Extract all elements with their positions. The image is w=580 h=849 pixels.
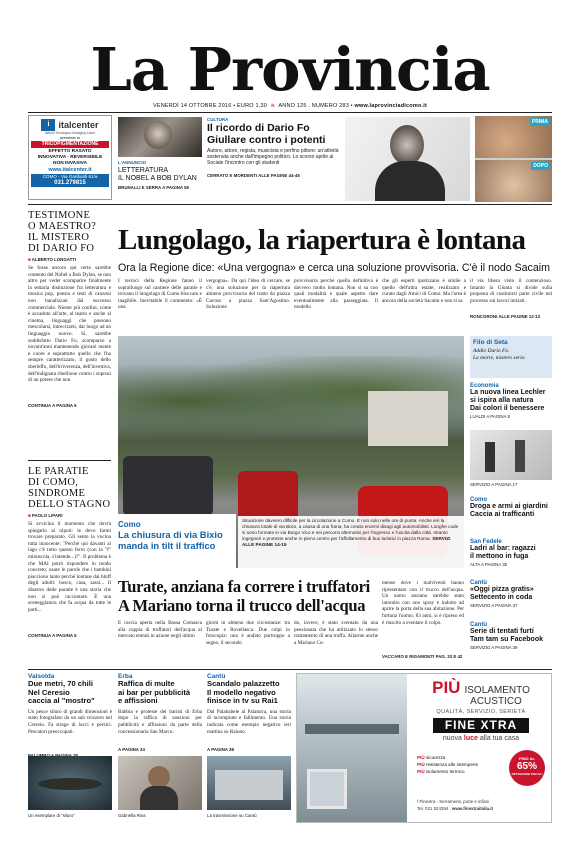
ad-benefit-3: [417, 768, 497, 775]
ad-after-label: DOPO: [533, 163, 548, 169]
opinion2-author-name: PAOLO LIPARI: [31, 513, 63, 518]
teaser-byline: BRUNALLI E SERRA A PAGINA 55: [118, 185, 189, 190]
bottom3-body: Dal Palababele al Palaturra, una storia di incompiute e fallimento. Una storia indicata come esempio negativo ieri mattina su Raiuno.: [207, 708, 291, 735]
photo-caption-head[interactable]: [118, 520, 236, 551]
ad-footer-1: [417, 798, 549, 805]
bottom1-body: Un pesce siluro di grandi dimensioni è stato fotografato da un sub svizzero nel Ceresio. Fa strage di lucci e persici. Pescatori preoccupati.: [28, 708, 112, 735]
photo-fo: [345, 117, 470, 201]
ad-discount-badge: [509, 750, 545, 786]
figure-shape: [140, 786, 178, 810]
main-col1: I tecnici della Regione fanno il sopralluogo sul cantiere delle paratie e trovano il lungolago di Como bloccato e inagibile. Inevitabile il commento: «È una: [118, 278, 202, 311]
ad-address: COMO - Via Garibaldi 61/a: [31, 174, 109, 180]
car-shape: [238, 471, 298, 521]
main-subtitle: Ora la Regione dice: «Una vergogna» e cerca una soluzione provvisoria. C'è il nodo Sacaim: [118, 262, 550, 274]
person-shape: [485, 442, 495, 472]
ad-benefit-2: [417, 761, 497, 768]
cantu2-title: Serie di tentati furti Tam tam su Facebook: [470, 628, 544, 643]
ad-finextra-text: [412, 679, 550, 742]
ad-phone-text: Tel. 031 524394: [417, 806, 449, 811]
opinion-body: Se fosse ancora qui certo sarebbe contento del Nobel a Bob Dylan, se non altro per veder scomparire finalmente la settaria distinzione fra letteratura e musica pop, poesia e testi di canzoni non banalizzati dal successo commerciale. Niente più confini, come è accaduto all'arte, al teatro e anche al cinema, linguaggi che possono mescolarsi, intrecciarsi, dar luogo ad un linguaggio nuovo. Sì, sarebbe soddisfatto Dario Fo, scomparso a novant'anni mantenendo giovani mente e cuore e soprattutto quello che l'ha sempre caratterizzato, il gusto dello sberleffo, dell'irriverenza, dell'invettiva, dell'indignata ribellione contro i soprusi di un potere che non: [28, 265, 111, 384]
ad-isolamento: ISOLAMENTO: [464, 685, 530, 696]
main-col3: provvisoria perché quella definitiva è davvero molto lontana. Non si sa con quali modalità e quale aspetto dare eventualmente alla passeggiata. Il modello: [294, 278, 378, 311]
opinion-title: TESTIMONE O MAESTRO? IL MISTERO DI DARIO FO: [28, 210, 97, 254]
ad-qualita: QUALITÀ, SERVIZIO, SERIETÀ: [436, 709, 526, 715]
ad-brand-logo: FINE XTRA: [433, 718, 529, 733]
ad-benefit-1: [417, 754, 497, 761]
ad-photo-city: [297, 674, 407, 822]
caption-more[interactable]: SERVIZI ALLE PAGINE 14-15: [242, 536, 451, 547]
ad-piu: PIÙ: [432, 678, 461, 697]
bottom1-kicker: Valsolda: [28, 673, 55, 680]
badge-bottom: DETRAZIONI FISCALI: [511, 772, 543, 776]
teaser-fo-byline: CERRATO E MORDENTI ALLE PAGINE 44-45: [207, 173, 300, 178]
dateline: [0, 103, 580, 109]
ad-tagline-b: luce: [463, 735, 478, 742]
bottom2-byline: A PAGINA 34: [118, 746, 145, 752]
bottom-story-1[interactable]: [28, 673, 112, 759]
photo-siluro: [28, 756, 112, 810]
filo-di-seta[interactable]: [470, 336, 552, 378]
teaser-fo-kicker: CULTURA: [207, 117, 229, 122]
portrait-shape: [148, 766, 170, 788]
ad-site[interactable]: www.italcenter.it: [48, 167, 92, 173]
author-icon: ■: [28, 257, 32, 262]
dateline-date: VENERDÌ 14 OTTOBRE 2016 • EURO 1,30: [153, 103, 267, 109]
bottom1-caption: Un esemplare di "siluro": [28, 813, 75, 818]
ad-tagline: [412, 735, 550, 742]
bottom2-caption: Gabriella Riva: [118, 813, 146, 818]
mariano-col4-text: mense dove i malviventi hanno ripresentato con il trucco dell'acqua. Un uomo anziano sarebbe stato intontito con uno spray e indotto ad aprire la porta della sua abitazione. Per fortuna l'uomo, 83 anni, si è ripreso ed è riuscito a sventare il colpo.: [382, 580, 464, 626]
main-col4: che gli esperti ipotizzano è simile a quello dell'altra estate, realizzato e curato dagli Amici di Como. Ma l'area è ancora della società Sacaim e non si sa: [382, 278, 466, 304]
news-como[interactable]: [470, 497, 552, 519]
ad-italcenter[interactable]: [28, 115, 112, 200]
main-col2: vergogna». Da qui l'idea di cercare, se c'è, una soluzione per la riapertura almeno provvisoria del tratto da piazza Cavour a piazza Sant'Agostino. Soluzione: [206, 278, 290, 311]
ad-line2: INNOVATIVA - REVERSIBILE: [37, 155, 103, 160]
photo-lechler: [470, 430, 552, 480]
fish-shape: [38, 778, 102, 790]
sf-kicker: San Fedele: [470, 539, 502, 545]
ad-phone: 031.279815: [31, 180, 109, 187]
ad-before-label: PRIMA: [531, 119, 548, 125]
filo-text: Addio Dario Fo. La morte, mistero serio.: [473, 348, 526, 361]
mariano-title-2[interactable]: A Mariano torna il trucco dell'acqua: [118, 596, 366, 615]
filo-kicker: Filo di Seta: [473, 339, 508, 346]
bottom2-body: Babbia e proteste dei baristi di Erba dopo la raffica di sanzioni per pubblicità e affissioni da parte della concessionaria San Marco.: [118, 708, 202, 735]
window-shape: [307, 769, 347, 809]
divider: [28, 204, 552, 205]
main-headline[interactable]: Lungolago, la riapertura è lontana: [118, 224, 526, 256]
photo-rai: [207, 756, 291, 810]
facebook-icon[interactable]: f: [417, 799, 419, 804]
como-kicker: Como: [470, 497, 487, 503]
cantu2-byline: SERVIZIO A PAGINA 39: [470, 645, 518, 650]
photo-dylan: [118, 117, 202, 157]
figure-shape: [375, 161, 445, 201]
ad-footer-text: Finextra - Serramenti, porte e infissi: [419, 799, 490, 804]
ad-brand: italcenter: [58, 120, 99, 130]
eco-byline: LUALDI A PAGINA 8: [470, 414, 510, 419]
divider: [28, 669, 552, 670]
bottom-story-2[interactable]: [118, 673, 202, 753]
opinion-fo[interactable]: [28, 210, 111, 409]
ad-sub: Istituto Tricologico Antiaging Laser: [44, 131, 96, 135]
masthead-title: La Provincia: [90, 35, 490, 104]
person-shape: [515, 440, 525, 472]
opinion2-author: [28, 513, 111, 519]
ad-presents: presenta la: [60, 135, 80, 140]
photo-riva: [118, 756, 202, 810]
ad-tagline-a: nuova: [442, 735, 464, 742]
bottom1-title: Due metri, 70 chili Nel Ceresio caccia al "mostro": [28, 679, 95, 706]
eco-caption: SERVIZIO A PAGINA 17: [470, 482, 518, 487]
ad-footer-site[interactable]: www.finextraitalia.it: [451, 806, 493, 811]
bottom3-kicker: Cantù: [207, 673, 226, 680]
eco-kicker: Economia: [470, 383, 499, 389]
caption-body-text: Situazione davvero difficile per la circolazione a Como. E non solo nelle ore di punta. Anche ieri la chiusura totale di via Bixio, a causa di una frana, ha creato enormi disagi agli automobilisti. Lunghe code si sono formate in via Borgo Vico e nei percorsi alternativi per l'ingresso e l'uscita dalla città. Intanto ingegneri e proteste anche in pieno centro per l'affollamento di bus turistici in piazza Roma.: [242, 518, 459, 541]
mariano-byline: [382, 654, 464, 660]
ad-tagline-c: alla tua casa: [477, 735, 520, 742]
benefit-text: resistenza alle intemperie: [425, 762, 479, 767]
portrait-shape: [144, 121, 172, 149]
bottom3-title: Scandalo palazzetto Il modello negativo finisce in tv su Rai1: [207, 679, 280, 706]
opinion-paratie[interactable]: [28, 466, 111, 639]
bottom2-title: Raffica di multe ai bar per pubblicità e affissioni: [118, 679, 191, 706]
ad-product: TRICOPIGMENTAZIONE: [31, 141, 109, 148]
car-shape: [123, 456, 213, 516]
badge-top: FINO AL: [519, 756, 535, 761]
teaser-text1: LETTERATURA: [118, 167, 169, 174]
ad-footer: [417, 798, 549, 812]
ad-line3: NON INVASIVA: [53, 161, 87, 166]
masthead-logo-icon: ≋: [268, 103, 277, 109]
news-cantu-furti[interactable]: [470, 622, 552, 651]
opinion-author: [28, 257, 111, 263]
teaser-dylan[interactable]: [118, 160, 202, 191]
ad-hair[interactable]: [475, 116, 552, 202]
mariano-col4: [382, 580, 464, 666]
opinion2-title: LE PARATIE DI COMO, SINDROME DELLO STAGNO: [28, 466, 111, 510]
opinion2-body: Si avvicina il momento che dovrà spiegarlo ai nipoti: le devo farmi trovare preparato. Gli sento la vocina tutta innocente: "Perché qui davanti al lago c'è tutto questo ferro (con la "f" minuscola, s'intende...)?". Il problema è che MAI potrò rispondere in modo concreto, usare le parole che i bambini piacciono tanto perché lontane dai bluff degli adulti: bosco, casa, sassi... Il disastro delle paratie è una storia che non si può raccontare. È una sceneggiatura che fa acqua da tutte le parti...: [28, 521, 111, 613]
ad-line1: EFFETTO RASATO: [48, 149, 92, 154]
benefit-piu: PIÙ: [417, 762, 425, 767]
portrait-shape: [390, 125, 424, 165]
bottom-story-3[interactable]: [207, 673, 291, 753]
eco-title: La nuova linea Lechler si ispira alla natura Dai colori il benessere: [470, 389, 546, 412]
sf-byline: ALTA A PAGINA 35: [470, 562, 508, 567]
benefit-piu: PIÙ: [417, 755, 425, 760]
ad-acustico: ACUSTICO: [470, 696, 522, 707]
mariano-col2: giorni in almeno due circostanze: tra Turate e Rovellasca. Due colpi in fotocopia: uno è andato purtroppo a segno, il secondo: [206, 620, 290, 646]
badge-pct: 65%: [516, 761, 537, 772]
cantu1-title: «Oggi pizza gratis» Settecento in coda: [470, 586, 534, 601]
building-shape: [215, 770, 283, 800]
main-col5-text: il via libera visto il contenzioso. Intanto la Giunta si divide sulla proposta di costituirsi parte civile nel processo sui lavori iniziati.: [470, 278, 552, 304]
dateline-issue: ANNO 125 . NUMERO 283 •: [278, 103, 353, 109]
road-shape: [305, 724, 399, 734]
opinion-author-name: ALBERTO LONGATTI: [31, 257, 77, 262]
divider: [28, 460, 111, 461]
news-economia[interactable]: [470, 383, 552, 420]
caption-title: La chiusura di via Bixio manda in tilt il traffico: [118, 529, 223, 551]
bottom3-caption: La trasmissione su Cantù: [207, 813, 257, 818]
caption-kicker: Como: [118, 520, 141, 529]
teaser-text2: IL NOBEL A BOB DYLAN: [118, 175, 197, 182]
cantu2-kicker: Cantù: [470, 622, 487, 628]
sf-title: Ladri al bar: ragazzi il mettono in fuga: [470, 545, 536, 560]
building-shape: [368, 391, 448, 446]
opinion-more[interactable]: CONTINUA A PAGINA 6: [28, 403, 77, 408]
benefit-piu: PIÙ: [417, 769, 425, 774]
news-san-fedele[interactable]: [470, 539, 552, 568]
mariano-pag[interactable]: PAG. 33 E 42: [435, 654, 463, 659]
bottom2-kicker: Erba: [118, 673, 133, 680]
italcenter-logo-icon: i: [41, 119, 55, 131]
news-cantu-pizza[interactable]: [470, 580, 552, 609]
opinion2-more[interactable]: CONTINUA A PAGINA 6: [28, 633, 77, 638]
benefit-text: isolamento termico: [425, 769, 465, 774]
ad-finextra[interactable]: [296, 673, 552, 823]
mariano-col3: do, invece, è stato sventato da una pensionata che ha utilizzato lo stesso trattamento di una truffa. Allarme anche a Mariano Co-: [294, 620, 378, 646]
divider: [28, 112, 552, 113]
main-col5: [470, 278, 552, 328]
benefit-text: sicurezza: [425, 755, 446, 760]
cantu1-byline: SERVIZIO A PAGINA 37: [470, 603, 518, 608]
bottom3-byline: A PAGINA 38: [207, 746, 234, 752]
ad-footer-2: [417, 805, 549, 812]
teaser-fo[interactable]: [207, 117, 342, 201]
caption-body: [242, 518, 462, 558]
mariano-col1: È caccia aperta nella Bassa Comasca alla coppia di truffatori dell'acqua al mercato entrati in azione negli ultimi: [118, 620, 202, 640]
mariano-title-1[interactable]: Turate, anziana fa correre i truffatori: [118, 577, 370, 596]
main-col5-byline[interactable]: RONCORONI ALLE PAGINE 12-13: [470, 314, 541, 319]
teaser-fo-body: Autore, attore, regista, musicista e perfino pittore: un'attività sostenuta anche dall'impegno politico. Lo scorso aprile al Sociale l'incontro con gli studenti: [207, 148, 339, 167]
como-title: Droga e armi ai giardini Caccia ai trafficanti: [470, 503, 548, 518]
teaser-fo-title: Il ricordo di Dario Fo Giullare contro i potenti: [207, 122, 326, 146]
ad-benefits: [417, 754, 497, 775]
author-icon: ■: [28, 513, 32, 518]
mariano-by: VACCARO E RIGAMONTI: [382, 654, 435, 659]
cantu1-kicker: Cantù: [470, 580, 487, 586]
teaser-kicker: L'ANNUNCIO: [118, 160, 147, 165]
site-link[interactable]: www.laprovinciadicomo.it: [354, 103, 427, 109]
